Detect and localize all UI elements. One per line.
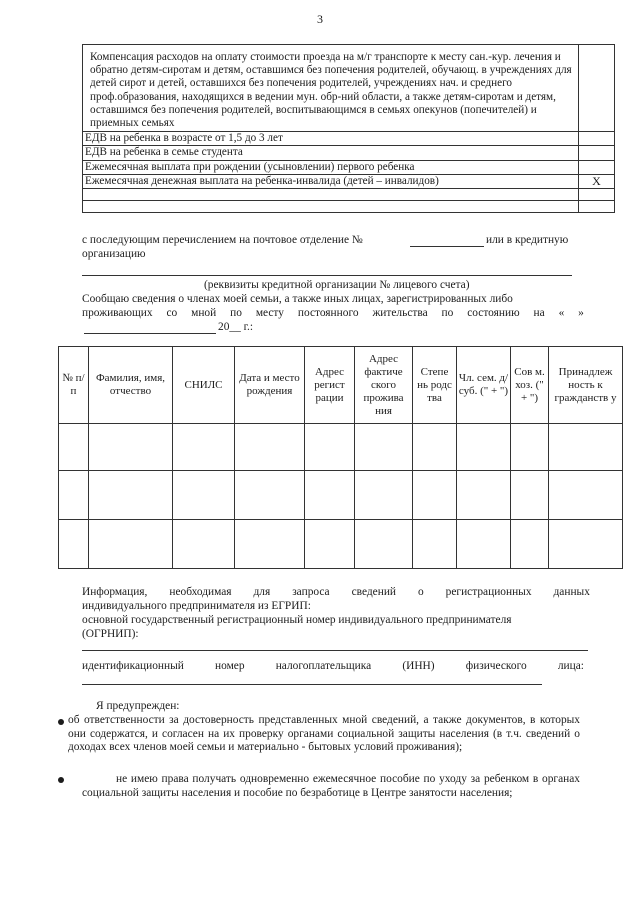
inn-word: налогоплательщика <box>275 660 372 672</box>
benefit-text: Ежемесячная денежная выплата на ребенка-инвалида (детей – инвалидов) <box>83 174 579 188</box>
payment-line-suffix: или в кредитную <box>486 234 569 246</box>
credit-org-field[interactable] <box>82 275 572 276</box>
payment-caption: (реквизиты кредитной организации № лицевого счета) <box>204 279 470 291</box>
table-cell[interactable] <box>457 471 511 520</box>
intro-word: жительства <box>372 307 428 319</box>
bullet-icon <box>58 719 64 725</box>
inn-word: номер <box>215 660 245 672</box>
col-header-number: № п/п <box>59 347 89 424</box>
table-cell[interactable] <box>355 424 413 471</box>
egrip-line1 <box>82 586 590 599</box>
table-cell[interactable] <box>305 424 355 471</box>
table-row <box>59 471 623 520</box>
egrip-word: о <box>417 586 424 598</box>
warning-item-1: об ответственности за достоверность представленных мной сведений, а также документов, в которых они содержатся, и согласен на их проверку органами социальной защиты населения (в т.ч. сведений о доходах всех членов моей семьи и материально - бытовых условий проживания); <box>68 714 580 753</box>
col-header-citizenship: Принадлеж ность к гражданств у <box>549 347 623 424</box>
intro-word: по <box>230 307 242 319</box>
benefits-table <box>82 44 615 213</box>
intro-word: состоянию <box>467 307 520 319</box>
payment-line-org: организацию <box>82 248 146 260</box>
table-cell[interactable] <box>59 424 89 471</box>
inn-word: идентификационный <box>82 660 184 672</box>
table-cell[interactable] <box>89 424 173 471</box>
col-header-reg-address: Адрес регист рации <box>305 347 355 424</box>
benefit-mark-empty[interactable] <box>579 201 615 213</box>
intro-word: мной <box>191 307 217 319</box>
table-cell[interactable] <box>235 520 305 569</box>
table-cell[interactable] <box>549 424 623 471</box>
table-cell[interactable] <box>173 520 235 569</box>
post-office-number-field[interactable] <box>410 246 484 247</box>
table-cell[interactable] <box>235 471 305 520</box>
warning-title: Я предупрежден: <box>96 700 180 712</box>
table-cell[interactable] <box>173 471 235 520</box>
intro-word: на <box>533 307 545 319</box>
col-header-birth: Дата и место рождения <box>235 347 305 424</box>
col-header-relation: Степе нь родс тва <box>413 347 457 424</box>
table-cell[interactable] <box>59 520 89 569</box>
payment-line-prefix: с последующим перечислением на почтовое отделение № <box>82 234 363 246</box>
egrip-word: данных <box>553 586 590 598</box>
bullet-icon <box>58 777 64 783</box>
benefit-mark[interactable] <box>579 160 615 174</box>
table-cell[interactable] <box>511 424 549 471</box>
benefit-mark[interactable]: Х <box>579 174 615 188</box>
benefit-text: Ежемесячная выплата при рождении (усыновлении) первого ребенка <box>83 160 579 174</box>
family-intro-line2 <box>82 307 584 320</box>
egrip-line2: индивидуального предпринимателя из ЕГРИП: <box>82 600 311 612</box>
intro-word: по <box>441 307 454 319</box>
benefit-text: ЕДВ на ребенка в возрасте от 1,5 до 3 лет <box>83 132 579 146</box>
benefit-row <box>83 174 615 188</box>
benefit-text-empty <box>83 189 579 201</box>
table-cell[interactable] <box>413 520 457 569</box>
table-cell[interactable] <box>305 520 355 569</box>
intro-word: со <box>166 307 178 319</box>
table-cell[interactable] <box>511 471 549 520</box>
table-cell[interactable] <box>413 471 457 520</box>
benefit-row <box>83 132 615 146</box>
inn-word: физического <box>465 660 527 672</box>
benefit-row-empty <box>83 201 615 213</box>
benefit-text-empty <box>83 201 579 213</box>
table-cell[interactable] <box>549 520 623 569</box>
table-cell[interactable] <box>355 471 413 520</box>
egrip-line4: (ОГРНИП): <box>82 628 139 640</box>
intro-word: » <box>578 307 584 319</box>
ogrnip-field[interactable] <box>82 650 588 651</box>
egrip-word: необходимая <box>169 586 232 598</box>
intro-word: « <box>558 307 565 319</box>
egrip-word: сведений <box>351 586 397 598</box>
col-header-fullname: Фамилия, имя, отчество <box>89 347 173 424</box>
date-field[interactable] <box>84 333 216 334</box>
family-intro-year: 20__ г.: <box>218 321 254 333</box>
table-cell[interactable] <box>173 424 235 471</box>
table-cell[interactable] <box>235 424 305 471</box>
table-row <box>59 520 623 569</box>
benefit-row-empty <box>83 189 615 201</box>
benefit-row <box>83 146 615 160</box>
inn-word: лица: <box>557 660 584 672</box>
table-cell[interactable] <box>59 471 89 520</box>
table-cell[interactable] <box>457 424 511 471</box>
warning-item-2: не имею права получать одновременно ежемесячное пособие по уходу за ребенком в органах социальной защиты населения и пособие по безработице в Центре занятости населения; <box>82 773 580 799</box>
table-cell[interactable] <box>457 520 511 569</box>
egrip-word: Информация, <box>82 586 148 598</box>
egrip-word: для <box>253 586 271 598</box>
col-header-actual-address: Адрес фактиче ского прожива ния <box>355 347 413 424</box>
table-cell[interactable] <box>355 520 413 569</box>
benefit-row <box>83 160 615 174</box>
inn-line <box>82 660 584 673</box>
family-intro-line1: Сообщаю сведения о членах моей семьи, а также иных лицах, зарегистрированных либо <box>82 293 513 305</box>
family-table-header-row <box>59 347 623 424</box>
table-cell[interactable] <box>549 471 623 520</box>
table-cell[interactable] <box>305 471 355 520</box>
egrip-line3: основной государственный регистрационный номер индивидуального предпринимателя <box>82 614 512 626</box>
col-header-family-member: Чл. сем. д/суб. (" + ") <box>457 347 511 424</box>
inn-field[interactable] <box>82 684 542 685</box>
benefit-row <box>83 45 615 132</box>
benefit-mark-empty[interactable] <box>579 189 615 201</box>
benefit-mark[interactable] <box>579 45 615 132</box>
benefit-mark[interactable] <box>579 146 615 160</box>
egrip-word: запроса <box>292 586 330 598</box>
intro-word: проживающих <box>82 307 153 319</box>
benefit-text: ЕДВ на ребенка в семье студента <box>83 146 579 160</box>
benefit-mark[interactable] <box>579 132 615 146</box>
col-header-snils: СНИЛС <box>173 347 235 424</box>
table-cell[interactable] <box>89 520 173 569</box>
table-cell[interactable] <box>89 471 173 520</box>
intro-word: постоянного <box>297 307 359 319</box>
family-members-table <box>58 346 623 569</box>
intro-word: месту <box>255 307 284 319</box>
table-cell[interactable] <box>511 520 549 569</box>
inn-word: (ИНН) <box>402 660 435 672</box>
col-header-household: Сов м. хоз. (" + ") <box>511 347 549 424</box>
table-cell[interactable] <box>413 424 457 471</box>
table-row <box>59 424 623 471</box>
page-number: 3 <box>317 12 323 26</box>
benefit-text: Компенсация расходов на оплату стоимости проезда на м/г транспорте к месту сан.-кур. лечения и обратно детям-сиротам и детям, оставшимся без попечения родителей, обучающ. в учреждениях для детей сирот и детей, оставшихся без попечения родителей, учреждениях нач. и среднего проф.образования, находящихся в ведении мун. обр-ний области, а также детям-сиротам и детям, оставшимся без попечения родителей, воспитывающимся в семьях опекунов (попечителей) и приемных семьях <box>83 45 579 132</box>
egrip-word: регистрационных <box>445 586 532 598</box>
